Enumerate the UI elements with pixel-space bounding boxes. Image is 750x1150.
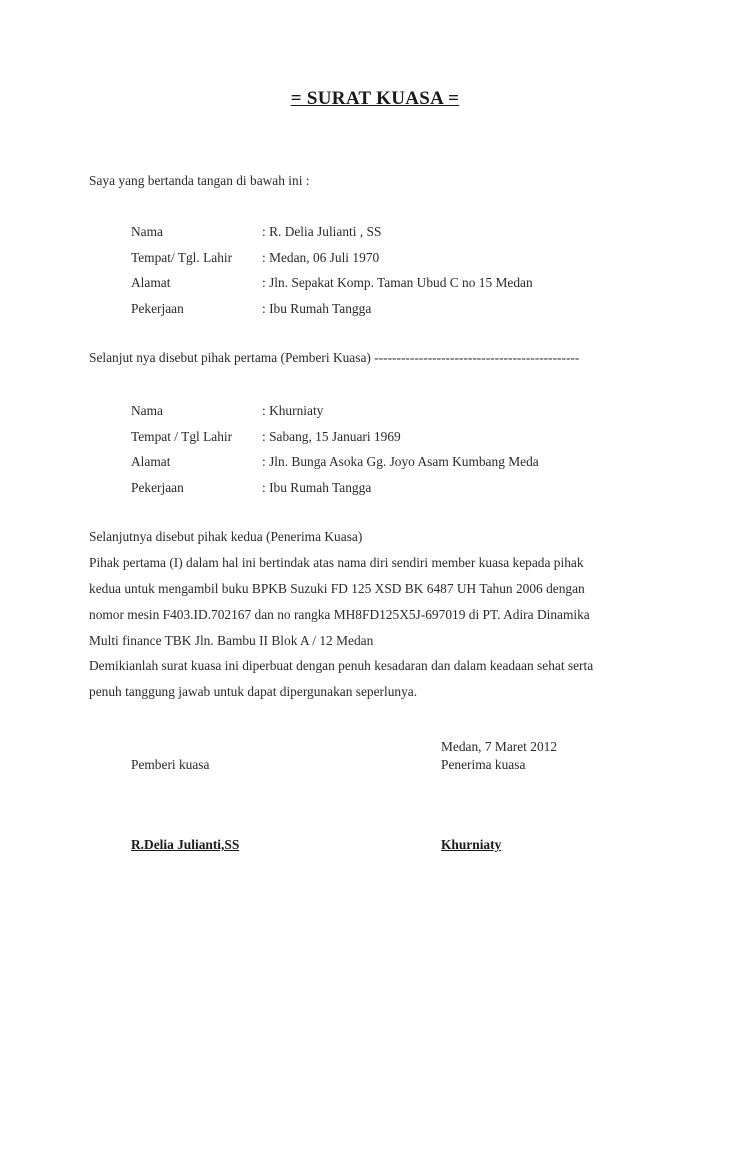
place-date: Medan, 7 Maret 2012 <box>441 739 558 754</box>
receiver-signature-name: Khurniaty <box>441 837 502 852</box>
body-line: penuh tanggung jawab untuk dapat dipergunakan seperlunya. <box>89 684 418 699</box>
giver-label: Pemberi kuasa <box>131 757 210 772</box>
field-value: : Ibu Rumah Tangga <box>262 301 372 316</box>
field-label: Pekerjaan <box>131 480 184 495</box>
field-value: : Ibu Rumah Tangga <box>262 480 372 495</box>
receiver-label: Penerima kuasa <box>441 757 526 772</box>
second-party-caption: Selanjutnya disebut pihak kedua (Penerima Kuasa) <box>89 529 363 544</box>
field-value: : Jln. Bunga Asoka Gg. Joyo Asam Kumbang Meda <box>262 454 539 469</box>
body-line: Pihak pertama (I) dalam hal ini bertindak atas nama diri sendiri member kuasa kepada pihak <box>89 555 584 570</box>
field-value: : R. Delia Julianti , SS <box>262 224 382 239</box>
field-value: : Jln. Sepakat Komp. Taman Ubud C no 15 Medan <box>262 275 533 290</box>
giver-signature-name: R.Delia Julianti,SS <box>131 837 240 852</box>
body-line: Demikianlah surat kuasa ini diperbuat dengan penuh kesadaran dan dalam keadaan sehat serta <box>89 658 594 673</box>
first-party-caption: Selanjut nya disebut pihak pertama (Pemberi Kuasa) ---------------------------------------------- <box>89 350 580 365</box>
field-label: Alamat <box>131 454 171 469</box>
body-line: Multi finance TBK Jln. Bambu II Blok A / 12 Medan <box>89 633 374 648</box>
body-line: kedua untuk mengambil buku BPKB Suzuki FD 125 XSD BK 6487 UH Tahun 2006 dengan <box>89 581 585 596</box>
field-label: Pekerjaan <box>131 301 184 316</box>
field-value: : Medan, 06 Juli 1970 <box>262 250 380 265</box>
field-label: Nama <box>131 403 163 418</box>
intro-text: Saya yang bertanda tangan di bawah ini : <box>89 173 310 188</box>
field-label: Alamat <box>131 275 171 290</box>
field-value: : Sabang, 15 Januari 1969 <box>262 429 401 444</box>
field-label: Tempat/ Tgl. Lahir <box>131 250 233 265</box>
body-line: nomor mesin F403.ID.702167 dan no rangka MH8FD125X5J-697019 di PT. Adira Dinamika <box>89 607 590 622</box>
field-label: Nama <box>131 224 163 239</box>
document-title: = SURAT KUASA = <box>290 88 460 109</box>
field-label: Tempat / Tgl Lahir <box>131 429 233 444</box>
field-value: : Khurniaty <box>262 403 324 418</box>
